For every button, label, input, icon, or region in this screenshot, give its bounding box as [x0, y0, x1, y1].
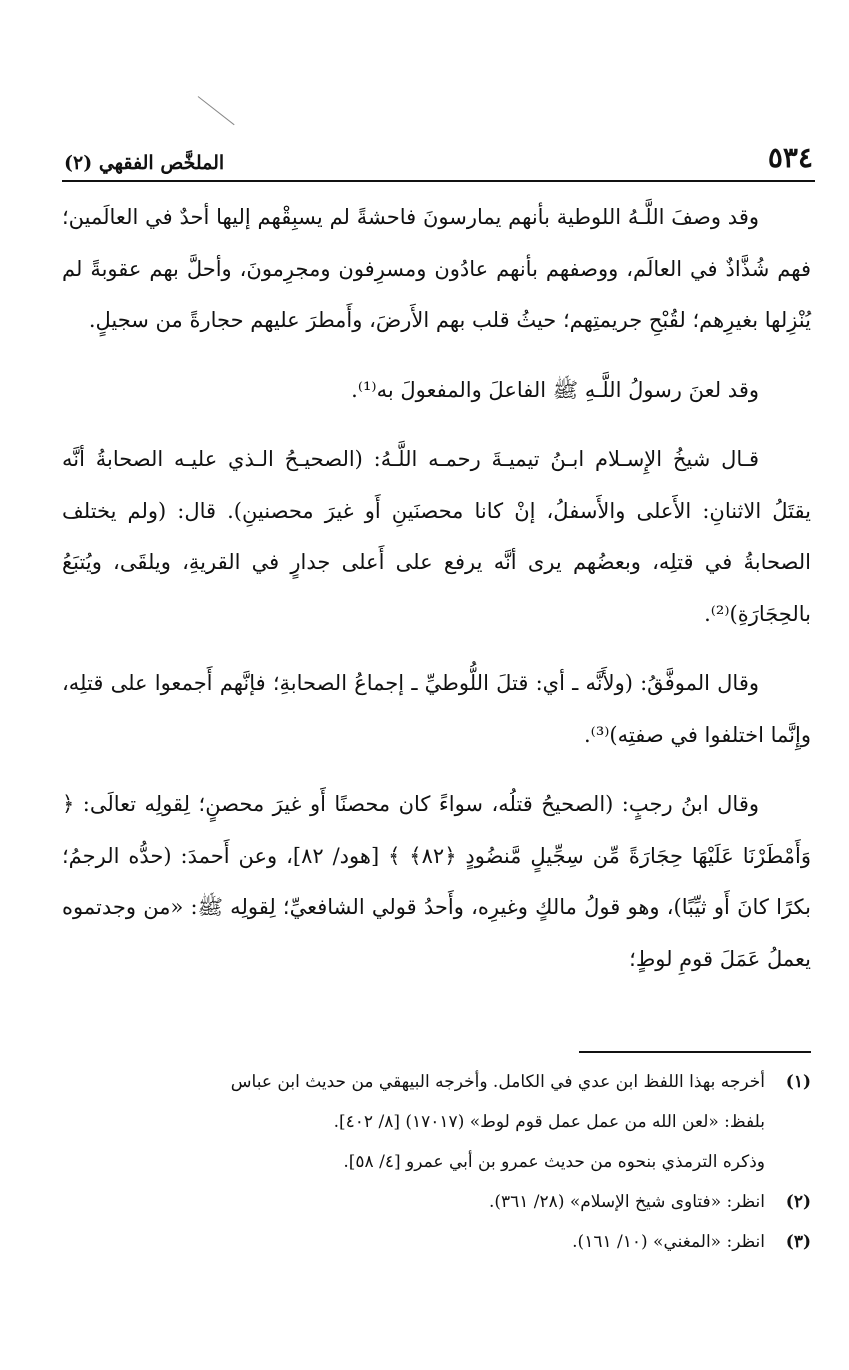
main-text [62, 192, 811, 997]
scan-mark [198, 96, 235, 125]
page-number: ٥٣٤ [767, 141, 813, 174]
footnote [70, 1222, 811, 1262]
footnotes [70, 1062, 811, 1262]
footnote [70, 1182, 811, 1222]
footnote-number: (١) [785, 1072, 811, 1092]
footnote-divider [579, 1051, 811, 1053]
footnote-text: انظر: «فتاوى شيخ الإسلام» (٢٨/ ٣٦١). [488, 1192, 765, 1212]
footnote [70, 1062, 811, 1102]
paragraph: وقال الموفَّقُ: (ولأَنَّه ـ أي: قتلَ اللُّوطيِّ ـ إجماعُ الصحابةِ؛ فإنَّهم أَجمعوا على قتلِه، وإِنَّما اختلفوا في صفتِه)⁽³⁾. [62, 671, 811, 747]
footnote-text: أخرجه بهذا اللفظ ابن عدي في الكامل. وأخرجه البيهقي من حديث ابن عباس [230, 1072, 765, 1092]
header-divider [62, 180, 815, 182]
footnote-text: انظر: «المغني» (١٠/ ١٦١). [572, 1232, 765, 1252]
paragraph: قـال شيخُ الإِسـلام ابـنُ تيميـةَ رحمـه اللَّـهُ: (الصحيـحُ الـذي عليـه الصحابةُ أنَّه يقتَلُ الاثنانِ: الأَعلى والأَسفلُ، إنْ كانا محصنَينِ أَو غيرَ محصنينِ). قال: (ولم يختلف الصحابةُ في قتلِه، وبعضُهم يرى أنَّه يرفع على أَعلى جدارٍ في القريةِ، ويلقَى، ويُتبَعُ بالحِجَارَةِ)⁽²⁾. [62, 447, 811, 626]
running-header [64, 140, 813, 174]
paragraph: وقد وصفَ اللَّـهُ اللوطية بأنهم يمارسونَ فاحشةً لم يسبِقْهم إليها أحدٌ في العالَمين؛ فهم شُذَّاذٌ في العالَم، ووصفهم بأنهم عادُون ومسرِفون ومجرِمونَ، وأحلَّ بهم عقوبةً لم يُنْزِلها بغيرِهم؛ لقُبْحِ جريمتِهم؛ حيثُ قلب بهم الأَرضَ، وأَمطرَ عليهم حجارةً من سجيلٍ. [62, 205, 811, 332]
footnote-continuation: وذكره الترمذي بنحوه من حديث عمرو بن أبي عمرو [٤/ ٥٨]. [343, 1152, 765, 1172]
paragraph: وقال ابنُ رجبٍ: (الصحيحُ قتلُه، سواءً كان محصنًا أَو غيرَ محصنٍ؛ لِقولِه تعالَى: ﴿ وَأَمْطَرْنَا عَلَيْهَا حِجَارَةً مِّن سِجِّيلٍ مَّنضُودٍ ﴿٨٢﴾ ﴾ [هود/ ٨٢]، وعن أَحمدَ: (حدُّه الرجمُ؛ بكرًا كانَ أَو ثيِّبًا)، وهو قولُ مالكٍ وغيرِه، وأَحدُ قولي الشافعيِّ؛ لِقولِه ﷺ: «من وجدتموه يعملُ عَمَلَ قومِ لوطٍ؛ [62, 792, 811, 971]
footnote-number: (٣) [785, 1232, 811, 1252]
paragraph: وقد لعنَ رسولُ اللَّـهِ ﷺ الفاعلَ والمفعولَ به⁽¹⁾. [351, 377, 759, 402]
footnote-number: (٢) [785, 1192, 811, 1212]
book-title: الملخَّص الفقهي (٢) [64, 152, 225, 174]
footnote-continuation: بلفظ: «لعن الله من عمل عمل قوم لوط» (١٧٠١٧) [٨/ ٤٠٢]. [333, 1112, 765, 1132]
